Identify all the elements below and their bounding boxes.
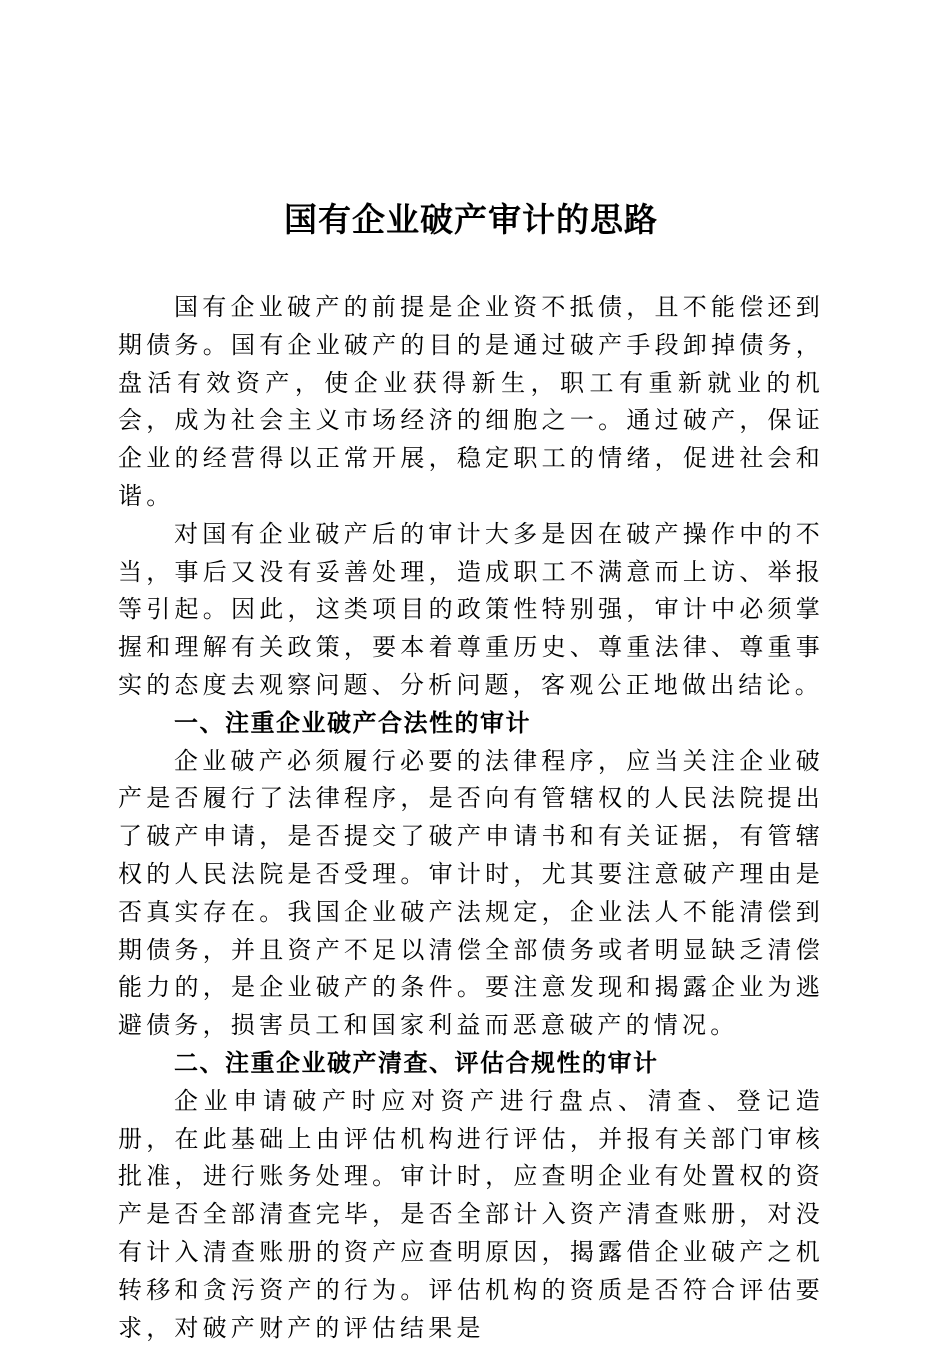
document-title: 国有企业破产审计的思路 bbox=[284, 200, 658, 239]
intro-paragraph-1: 国有企业破产的前提是企业资不抵债，且不能偿还到期债务。国有企业破产的目的是通过破产手段卸掉债务，盘活有效资产，使企业获得新生，职工有重新就业的机会，成为社会主义市场经济的细胞之一。通过破产，保证企业的经营得以正常开展，稳定职工的情绪，促进社会和谐。 bbox=[118, 293, 824, 510]
intro-paragraph-2: 对国有企业破产后的审计大多是因在破产操作中的不当，事后又没有妥善处理，造成职工不满意而上访、举报等引起。因此，这类项目的政策性特别强，审计中必须掌握和理解有关政策，要本着尊重历史、尊重法律、尊重事实的态度去观察问题、分析问题，客观公正地做出结论。 bbox=[118, 519, 824, 699]
section-1-heading: 一、注重企业破产合法性的审计 bbox=[174, 708, 531, 737]
section-1-paragraph: 企业破产必须履行必要的法律程序，应当关注企业破产是否履行了法律程序，是否向有管辖权的人民法院提出了破产申请，是否提交了破产申请书和有关证据，有管辖权的人民法院是否受理。审计时，尤其要注意破产理由是否真实存在。我国企业破产法规定，企业法人不能清偿到期债务，并且资产不足以清偿全部债务或者明显缺乏清偿能力的，是企业破产的条件。要注意发现和揭露企业为逃避债务，损害员工和国家利益而恶意破产的情况。 bbox=[118, 746, 824, 1040]
section-2-paragraph: 企业申请破产时应对资产进行盘点、清查、登记造册，在此基础上由评估机构进行评估，并报有关部门审核批准，进行账务处理。审计时，应查明企业有处置权的资产是否全部清查完毕，是否全部计入资产清查账册，对没有计入清查账册的资产应查明原因，揭露借企业破产之机转移和贪污资产的行为。评估机构的资质是否符合评估要求，对破产财产的评估结果是 bbox=[118, 1086, 824, 1342]
document-body bbox=[118, 289, 824, 1347]
section-2-heading: 二、注重企业破产清查、评估合规性的审计 bbox=[174, 1048, 659, 1077]
document-page bbox=[118, 0, 824, 1344]
